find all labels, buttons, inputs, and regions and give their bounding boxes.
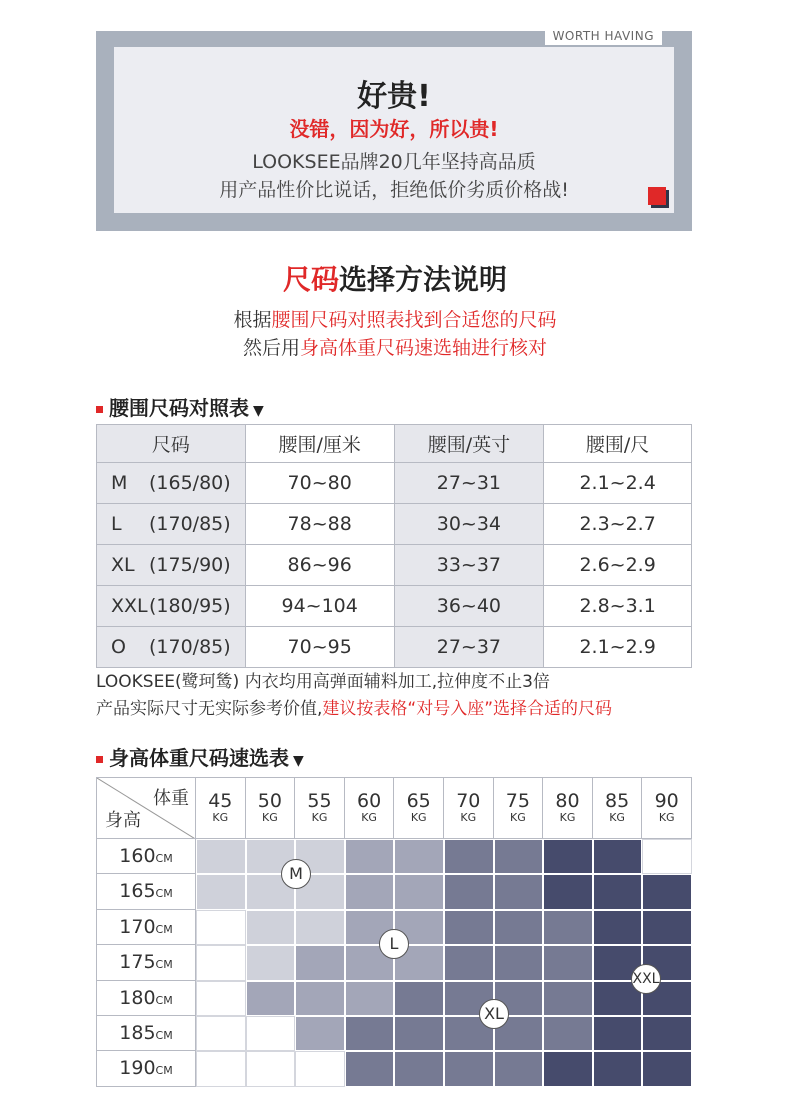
weight-unit: KG	[609, 811, 625, 824]
grid-cell	[394, 839, 444, 874]
size-value: (170/85)	[149, 513, 231, 535]
triangle-down-icon: ▼	[293, 753, 304, 769]
grid-cell	[642, 1016, 692, 1051]
inch-cell: 33~37	[394, 545, 544, 586]
size-label-l: L	[379, 929, 409, 959]
grid-cell	[345, 874, 395, 909]
grid-cell	[444, 839, 494, 874]
grid-corner	[96, 777, 196, 839]
height-weight-grid	[96, 777, 692, 1087]
waist-table-heading	[96, 392, 264, 421]
size-code: M	[111, 472, 128, 494]
advice-note	[96, 694, 612, 719]
grid-cell	[345, 839, 395, 874]
weight-value: 75	[505, 790, 530, 812]
grid-cell	[593, 910, 643, 945]
size-label-m: M	[281, 859, 311, 889]
height-value: 185	[119, 1022, 156, 1044]
size-label-xxl: XXL	[631, 964, 661, 994]
grid-cell	[444, 910, 494, 945]
header-cell: 腰围/尺	[544, 425, 692, 463]
height-unit: CM	[155, 1029, 173, 1042]
corner-height-label: 身高	[105, 810, 141, 831]
grid-cell	[196, 839, 246, 874]
height-unit: CM	[155, 993, 173, 1007]
desc2-red: 身高体重尺码速选轴进行核对	[300, 337, 548, 359]
section-title-rest: 选择方法说明	[339, 263, 508, 296]
weight-header-cell	[345, 777, 395, 839]
grid-cell	[444, 874, 494, 909]
weight-header-cell	[642, 777, 692, 839]
height-unit: CM	[155, 852, 173, 865]
table-row	[97, 545, 692, 586]
bullet-square-icon	[96, 756, 103, 763]
size-cell	[97, 627, 246, 668]
weight-unit: KG	[361, 811, 377, 824]
banner-line-2: 用产品性价比说话，拒绝低价劣质价格战!	[219, 179, 569, 201]
height-value: 160	[119, 845, 156, 867]
weight-unit: KG	[460, 811, 477, 824]
table-row	[97, 463, 692, 504]
grid-cell	[494, 945, 544, 980]
grid-cell	[394, 1051, 444, 1086]
grid-cell	[593, 874, 643, 909]
bullet-square-icon	[96, 406, 103, 413]
weight-header-cell	[494, 777, 544, 839]
grid-cell	[345, 981, 395, 1016]
size-code: O	[111, 636, 126, 658]
quick-table-heading	[96, 742, 304, 771]
weight-value: 70	[456, 790, 481, 812]
quick-heading-text: 身高体重尺码速选表	[109, 746, 289, 770]
promo-banner	[96, 31, 692, 231]
chi-cell: 2.3~2.7	[544, 504, 692, 545]
cm-cell: 94~104	[245, 586, 394, 627]
weight-unit: KG	[559, 811, 576, 824]
header-cell: 腰围/英寸	[394, 425, 544, 463]
grid-cell	[246, 1051, 296, 1086]
size-cell	[97, 545, 246, 586]
grid-cell	[494, 839, 544, 874]
weight-header-cell	[295, 777, 345, 839]
grid-cell	[196, 1051, 246, 1086]
grid-cell	[196, 874, 246, 909]
grid-cell	[345, 1051, 395, 1086]
height-unit: CM	[155, 887, 173, 901]
height-value: 165	[119, 880, 156, 903]
height-unit: CM	[155, 1064, 173, 1078]
grid-cell	[543, 1051, 593, 1086]
table-row	[97, 504, 692, 545]
weight-value: 80	[555, 790, 580, 812]
grid-cell	[196, 945, 246, 980]
inch-cell: 27~31	[394, 463, 544, 504]
advice-red: 建议按表格“对号入座”选择合适的尺码	[322, 699, 613, 719]
weight-header-cell	[196, 777, 246, 839]
grid-cell	[196, 1016, 246, 1051]
chi-cell: 2.1~2.4	[544, 463, 692, 504]
grid-cell	[196, 910, 246, 945]
weight-unit: KG	[212, 811, 229, 824]
grid-cell	[543, 839, 593, 874]
description-2	[0, 333, 790, 360]
grid-cell	[543, 874, 593, 909]
chi-cell: 2.8~3.1	[544, 586, 692, 627]
grid-cell	[543, 945, 593, 980]
section-title-red: 尺码	[282, 263, 339, 296]
inch-cell: 27~37	[394, 627, 544, 668]
grid-cell	[444, 1051, 494, 1086]
size-code: XXL	[111, 595, 148, 617]
grid-cell	[246, 981, 296, 1016]
grid-cell	[246, 945, 296, 980]
grid-cell	[642, 1051, 692, 1086]
grid-cell	[394, 981, 444, 1016]
banner-inner	[114, 47, 674, 213]
header-cell: 尺码	[97, 425, 246, 463]
grid-cell	[543, 981, 593, 1016]
waist-heading-text: 腰围尺码对照表	[109, 396, 249, 420]
grid-cell	[295, 945, 345, 980]
grid-cell	[295, 1051, 345, 1086]
grid-cell	[295, 981, 345, 1016]
size-code: L	[111, 513, 122, 535]
banner-subtitle: 没错，因为好，所以贵!	[289, 117, 499, 141]
height-header-cell	[96, 981, 196, 1016]
height-header-cell	[96, 1051, 196, 1086]
cm-cell: 70~95	[245, 627, 394, 668]
size-cell	[97, 463, 246, 504]
grid-cell	[494, 874, 544, 909]
cm-cell: 78~88	[245, 504, 394, 545]
grid-cell	[246, 910, 296, 945]
weight-unit: KG	[311, 811, 328, 824]
advice-text: 产品实际尺寸无实际参考价值,	[96, 699, 323, 719]
grid-cell	[593, 1016, 643, 1051]
weight-header-cell	[246, 777, 296, 839]
weight-value: 85	[605, 790, 630, 812]
desc1-text: 根据	[233, 309, 272, 331]
grid-cell	[593, 839, 643, 874]
grid-cell	[196, 981, 246, 1016]
decor-square	[648, 187, 666, 205]
size-cell	[97, 504, 246, 545]
corner-weight-label: 体重	[153, 788, 189, 809]
weight-value: 60	[357, 790, 382, 812]
grid-cell	[543, 1016, 593, 1051]
cm-cell: 70~80	[245, 463, 394, 504]
size-value: (170/85)	[149, 636, 231, 658]
height-value: 180	[119, 986, 156, 1009]
banner-line-1: LOOKSEE品牌20几年坚持高品质	[252, 151, 536, 173]
size-label-xl: XL	[479, 999, 509, 1029]
height-header-cell	[96, 839, 196, 874]
height-header-cell	[96, 945, 196, 980]
weight-value: 55	[307, 790, 332, 812]
weight-value: 50	[257, 790, 282, 812]
height-unit: CM	[155, 922, 173, 936]
weight-value: 65	[406, 790, 431, 812]
grid-cell	[394, 874, 444, 909]
weight-header-cell	[543, 777, 593, 839]
table-row	[97, 586, 692, 627]
weight-value: 45	[208, 790, 233, 812]
inch-cell: 30~34	[394, 504, 544, 545]
inch-cell: 36~40	[394, 586, 544, 627]
weight-header-cell	[593, 777, 643, 839]
weight-unit: KG	[410, 811, 427, 824]
height-header-cell	[96, 910, 196, 945]
grid-cell	[593, 1051, 643, 1086]
chi-cell: 2.1~2.9	[544, 627, 692, 668]
grid-cell	[543, 910, 593, 945]
height-value: 190	[119, 1057, 156, 1080]
grid-cell	[642, 874, 692, 909]
grid-cell	[295, 1016, 345, 1051]
weight-unit: KG	[510, 811, 526, 824]
size-value: (180/95)	[149, 595, 231, 617]
material-note: LOOKSEE(鹭珂鸶) 内衣均用高弹面辅料加工,拉伸度不止3倍	[96, 672, 550, 692]
waist-size-table	[96, 424, 692, 668]
height-value: 175	[119, 951, 156, 974]
height-unit: CM	[155, 958, 173, 972]
size-value: (175/90)	[149, 554, 231, 576]
grid-cell	[444, 945, 494, 980]
table-row	[97, 627, 692, 668]
grid-cell	[246, 1016, 296, 1051]
worth-having-tag: WORTH HAVING	[545, 27, 662, 45]
height-value: 170	[119, 915, 156, 938]
triangle-down-icon: ▼	[253, 403, 264, 419]
grid-cell	[295, 910, 345, 945]
description-1	[0, 305, 790, 332]
table-header-row	[97, 425, 692, 463]
size-cell	[97, 586, 246, 627]
desc2-text: 然后用	[242, 337, 300, 359]
grid-cell	[394, 1016, 444, 1051]
grid-cell	[494, 1051, 544, 1086]
header-cell: 腰围/厘米	[245, 425, 394, 463]
grid-cell	[345, 1016, 395, 1051]
section-title	[0, 258, 790, 298]
height-header-cell	[96, 1016, 196, 1051]
weight-header-cell	[394, 777, 444, 839]
grid-cell	[642, 910, 692, 945]
weight-unit: KG	[262, 811, 278, 824]
desc1-red: 腰围尺码对照表找到合适您的尺码	[271, 309, 557, 331]
chi-cell: 2.6~2.9	[544, 545, 692, 586]
weight-header-cell	[444, 777, 494, 839]
cm-cell: 86~96	[245, 545, 394, 586]
height-header-cell	[96, 874, 196, 909]
weight-value: 90	[654, 790, 679, 812]
size-value: (165/80)	[149, 472, 231, 494]
weight-unit: KG	[658, 811, 675, 824]
grid-cell	[642, 839, 692, 874]
banner-title: 好贵!	[357, 79, 431, 114]
grid-cell	[494, 910, 544, 945]
size-code: XL	[111, 554, 135, 576]
